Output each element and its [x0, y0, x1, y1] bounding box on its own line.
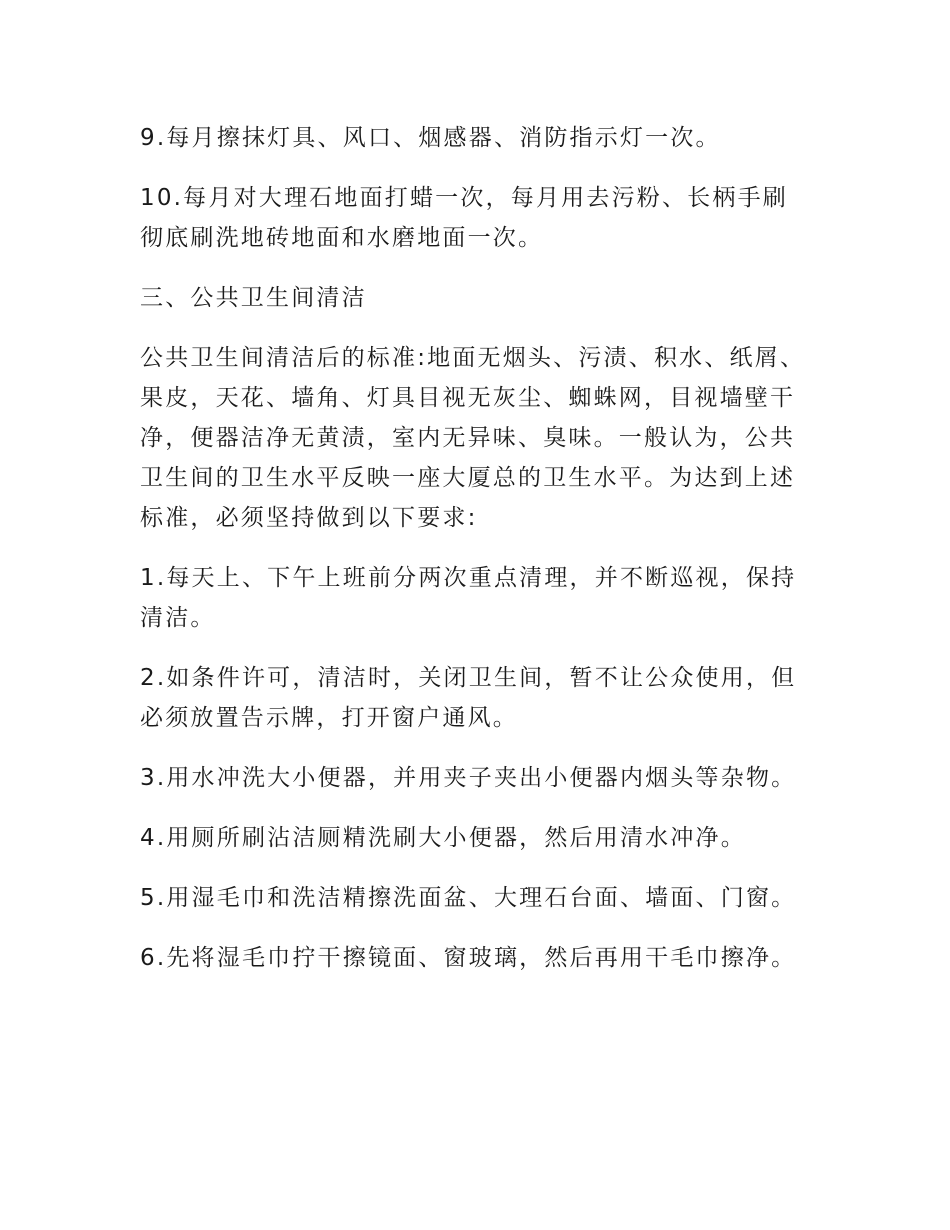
paragraph-step-1: 1.每天上、下午上班前分两次重点清理，并不断巡视，保持清洁。	[140, 565, 797, 631]
paragraph-step-4: 4.用厕所刷沾洁厕精洗刷大小便器，然后用清水冲净。	[140, 825, 746, 851]
paragraph-step-5: 5.用湿毛巾和洗洁精擦洗面盆、大理石台面、墙面、门窗。	[140, 885, 797, 911]
paragraph-step-2: 2.如条件许可，清洁时，关闭卫生间，暂不让公众使用，但必须放置告示牌，打开窗户通风。	[140, 665, 797, 731]
paragraph-step-6: 6.先将湿毛巾拧干擦镜面、窗玻璃，然后再用干毛巾擦净。	[140, 945, 797, 971]
document-body	[140, 118, 810, 998]
paragraph-item-10: 10.每月对大理石地面打蜡一次，每月用去污粉、长柄手刷彻底刷洗地砖地面和水磨地面一次。	[140, 185, 788, 251]
paragraph-restroom-standard: 公共卫生间清洁后的标准:地面无烟头、污渍、积水、纸屑、果皮，天花、墙角、灯具目视无灰尘、蜘蛛网，目视墙壁干净，便器洁净无黄渍，室内无异味、臭味。一般认为，公共卫生间的卫生水平反映一座大厦总的卫生水平。为达到上述标准，必须坚持做到以下要求:	[140, 345, 806, 531]
paragraph-item-9: 9.每月擦抹灯具、风口、烟感器、消防指示灯一次。	[140, 125, 721, 151]
paragraph-step-3: 3.用水冲洗大小便器，并用夹子夹出小便器内烟头等杂物。	[140, 765, 797, 791]
section-heading-public-restroom: 三、公共卫生间清洁	[140, 285, 367, 311]
